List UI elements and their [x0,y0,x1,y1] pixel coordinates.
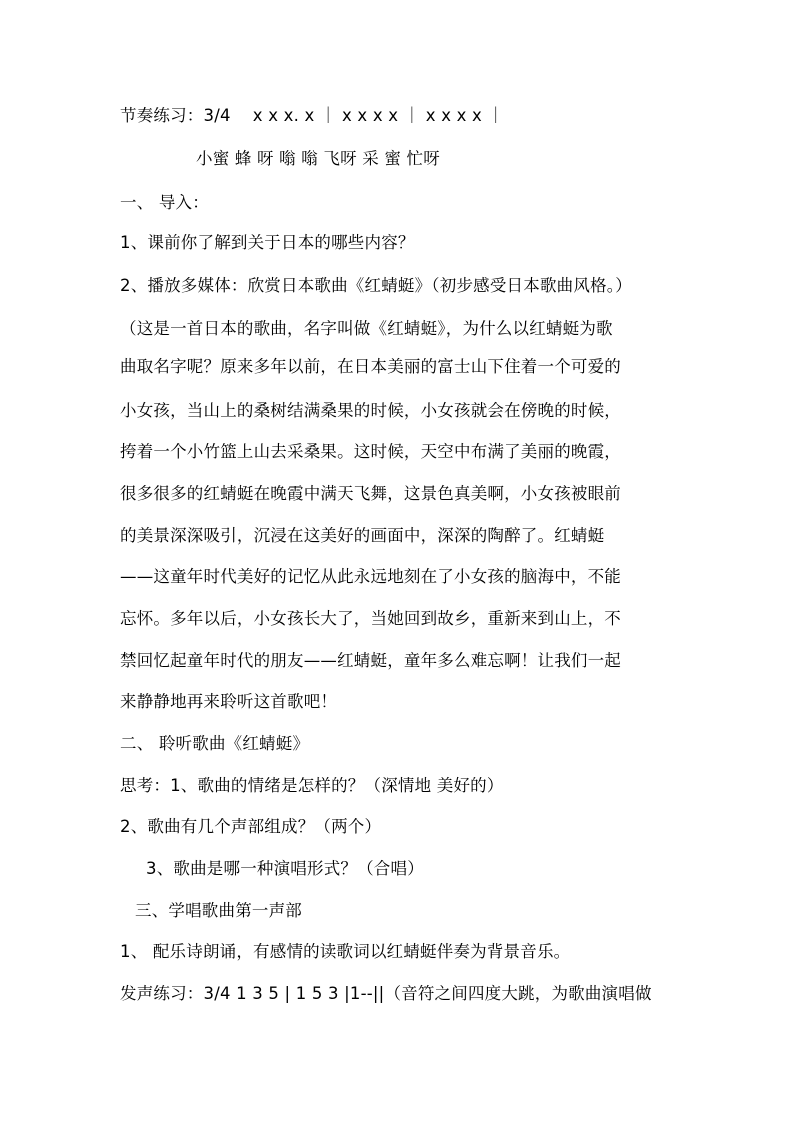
paragraph-line: 发声练习：3/4 1 3 5 | 1 5 3 |1--||（音符之间四度大跳，为歌曲演唱做 [120,984,652,1003]
rhythm-exercise-line: 节奏练习：3/4 x x x. x ｜ x x x x ｜ x x x x ｜ [120,106,505,125]
section-heading-learn: 三、学唱歌曲第一声部 [135,901,302,920]
paragraph-line: 的美景深深吸引，沉浸在这美好的画面中，深深的陶醉了。红蜻蜓 [120,526,605,545]
paragraph-line: ——这童年时代美好的记忆从此永远地刻在了小女孩的脑海中，不能 [120,567,621,586]
section-heading-listen: 二、 聆听歌曲《红蜻蜓》 [120,734,310,753]
paragraph-line: 2、歌曲有几个声部组成？（两个） [120,817,382,836]
paragraph-line: 1、 配乐诗朗诵，有感情的读歌词以红蜻蜓伴奏为背景音乐。 [120,942,571,961]
paragraph-line: 来静静地再来聆听这首歌吧！ [120,692,338,711]
paragraph-line: 小女孩，当山上的桑树结满桑果的时候，小女孩就会在傍晚的时候， [120,401,621,420]
paragraph-line: 禁回忆起童年时代的朋友——红蜻蜓，童年多么难忘啊！让我们一起 [120,651,621,670]
paragraph-line: 3、歌曲是哪一种演唱形式？（合唱） [146,859,424,878]
paragraph-line: 思考：1、歌曲的情绪是怎样的？（深情地 美好的） [120,776,504,795]
paragraph-line: 很多很多的红蜻蜓在晚霞中满天飞舞，这景色真美啊，小女孩被眼前 [120,484,621,503]
paragraph-line: 1、课前你了解到关于日本的哪些内容？ [120,233,415,252]
paragraph-line: （这是一首日本的歌曲，名字叫做《红蜻蜓》，为什么以红蜻蜓为歌 [120,319,613,338]
section-heading-intro: 一、 导入： [120,193,209,212]
paragraph-line: 挎着一个小竹篮上山去采桑果。这时候，天空中布满了美丽的晚霞， [120,442,621,461]
paragraph-line: 曲取名字呢？原来多年以前，在日本美丽的富士山下住着一个可爱的 [120,357,621,376]
paragraph-line: 忘怀。多年以后，小女孩长大了，当她回到故乡，重新来到山上，不 [120,609,621,628]
paragraph-line: 2、播放多媒体：欣赏日本歌曲《红蜻蜓》（初步感受日本歌曲风格。） [120,276,632,295]
rhythm-lyrics-line: 小蜜 蜂 呀 嗡 嗡 飞呀 采 蜜 忙呀 [196,149,440,168]
